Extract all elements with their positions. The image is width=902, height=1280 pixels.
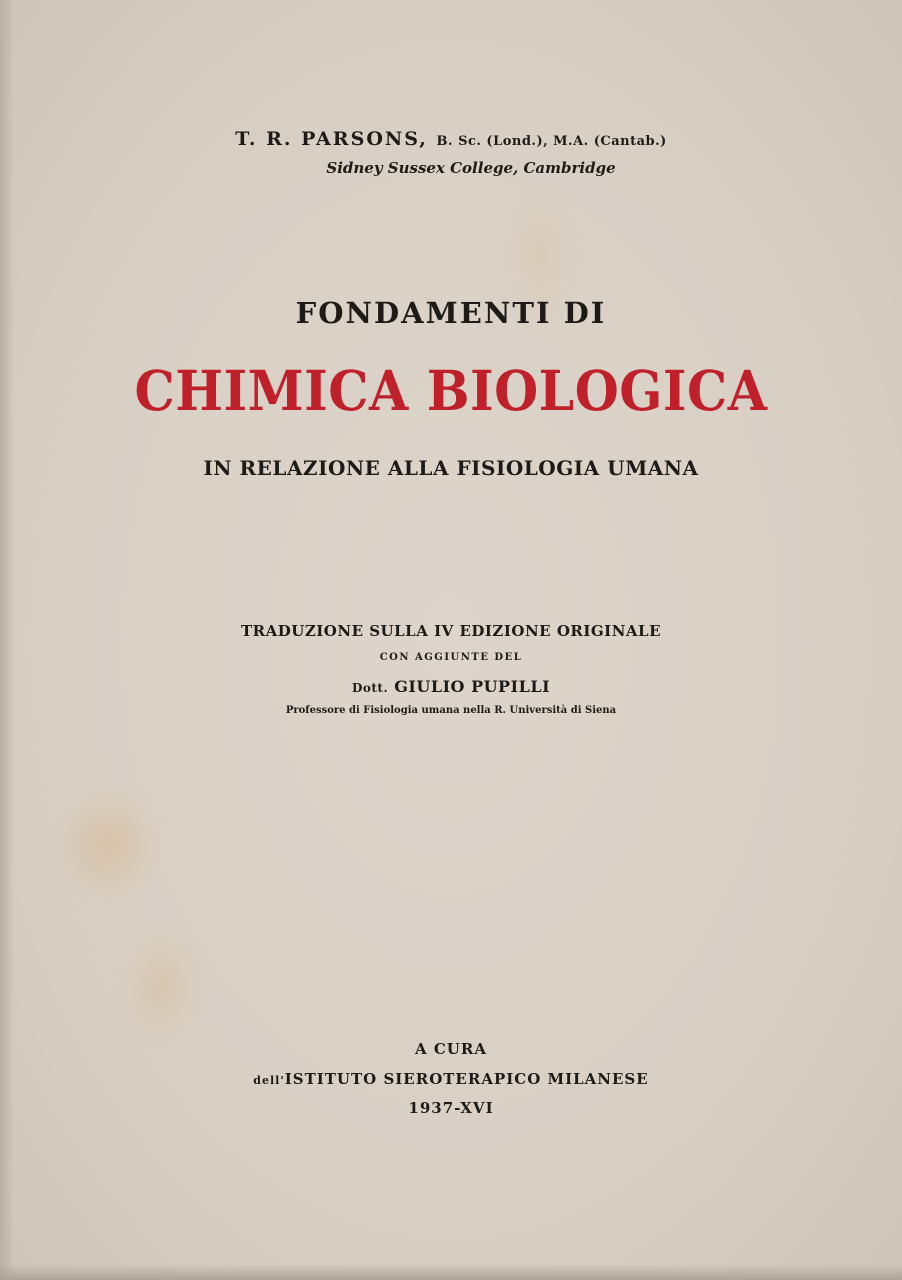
author-college: Sidney Sussex College, Cambridge <box>326 159 616 177</box>
translator-line <box>0 677 902 696</box>
cover-left-edge <box>0 0 14 1280</box>
cover-bottom-edge <box>0 1264 902 1280</box>
translator-title: Dott. <box>351 681 389 695</box>
additions-line: CON AGGIUNTE DEL <box>379 652 523 663</box>
title-prefix: FONDAMENTI DI <box>295 296 607 330</box>
publisher-line <box>0 1070 902 1088</box>
translator-role: Professore di Fisiologia umana nella R. Università di Siena <box>285 705 617 716</box>
author-name: T. R. PARSONS, <box>235 128 428 150</box>
subtitle: IN RELAZIONE ALLA FISIOLOGIA UMANA <box>203 456 699 480</box>
translator-name: GIULIO PUPILLI <box>394 677 551 696</box>
publication-year: 1937-XVI <box>408 1099 494 1117</box>
author-degrees: B. Sc. (Lond.), M.A. (Cantab.) <box>436 134 667 149</box>
author-line <box>0 128 902 150</box>
translation-line: TRADUZIONE SULLA IV EDIZIONE ORIGINALE <box>240 622 662 640</box>
publisher-dell: dell' <box>253 1074 285 1087</box>
publisher-name: ISTITUTO SIEROTERAPICO MILANESE <box>284 1070 649 1088</box>
publisher-prefix: A CURA <box>415 1040 487 1058</box>
main-title: CHIMICA BIOLOGICA <box>134 358 768 423</box>
